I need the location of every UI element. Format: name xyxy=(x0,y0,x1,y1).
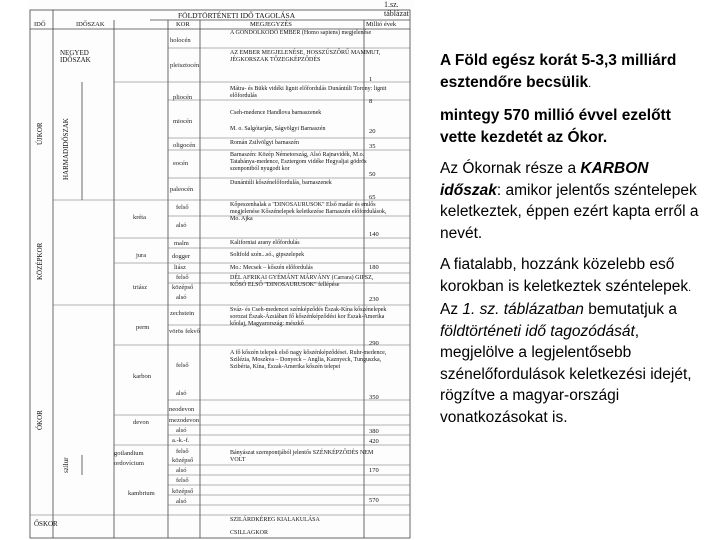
epoch-ord-kozepso: középső xyxy=(172,457,194,464)
million-value: 230 xyxy=(369,296,379,303)
eon-ujkor: ÚJKOR xyxy=(36,122,44,145)
epoch-pliocen: pliocén xyxy=(173,94,193,101)
era-harmad: HARMADIDŐSZAK xyxy=(62,118,70,180)
event-karbon-szen: A fő kőszén telepek első nagy kőszénképződései. Ruhr-medence, Szilézia, Moszkva – Donyeck – Anglia, Kaznyeck, Tunguszka, Szibéria, Kína, Észak-Amerika kőszén telepei xyxy=(230,350,387,370)
epoch-karbon-felso: felső xyxy=(176,362,189,369)
epoch-kam-also: alsó xyxy=(176,498,187,505)
epoch-trias-kozepso: középső xyxy=(172,284,194,291)
period-perm: perm xyxy=(136,324,150,331)
million-value: 140 xyxy=(369,231,379,238)
period-gotlandium: gotlandium xyxy=(114,450,144,457)
fiatalabb-text: A fiatalabb, hozzánk közelebb eső korokban is keletkeztek széntelepek xyxy=(440,256,689,295)
event-dunantul-koszen: Dunántúli kőszénelőfordulás, barnaszenek xyxy=(230,180,332,186)
event-csillagkor: CSILLAGKOR xyxy=(230,530,269,536)
table-title: FÖLDTÖRTÉNETI IDŐ TAGOLÁSA xyxy=(178,11,296,20)
million-value: 65 xyxy=(369,194,376,201)
epoch-malm: malm xyxy=(174,240,189,247)
event-salgotarjan: M. o. Salgótarján, Ságvölgyi Barnaszén xyxy=(230,126,326,132)
paragraph-tablazat xyxy=(440,299,710,428)
header-kor: KOR xyxy=(176,21,190,28)
tablazat-c: bemutatjuk a xyxy=(583,301,677,318)
table-caption: 1.sz. táblázat xyxy=(384,0,409,18)
event-szilardkereg: SZILÁRDKÉREG KIALAKULÁSA xyxy=(230,517,320,523)
epoch-ord-also: alsó xyxy=(176,467,187,474)
fiatalabb-dot: . xyxy=(688,281,692,294)
period-karbon: karbon xyxy=(133,373,152,380)
event-kalifornia-arany: Kaliforniai arany előfordulás xyxy=(230,240,300,246)
epoch-devon-kozepso: mezodevon xyxy=(169,417,199,424)
million-value: 380 xyxy=(369,428,379,435)
period-kreta: kréta xyxy=(133,214,146,221)
paragraph-okor: mintegy 570 millió évvel ezelőtt vette kezdetét az Ókor. xyxy=(440,107,671,146)
period-devon: devon xyxy=(133,419,149,426)
epoch-paleocen: paleocén xyxy=(170,186,194,193)
era-negyed: NEGYED IDŐSZAK xyxy=(60,49,91,64)
epoch-holocen: holocén xyxy=(170,37,191,44)
header-idoszak: IDŐSZAK xyxy=(76,21,105,28)
event-zsilvolgy: Román Zsilvölgyi barnaszén xyxy=(230,140,299,146)
epoch-trias-also: alsó xyxy=(176,294,187,301)
million-value: 1 xyxy=(369,76,373,83)
epoch-devon-felso: neodevon xyxy=(169,406,195,413)
event-lignit: Mátra- és Bükk vidéki lignit előfordulás Dunántúli Torony: lignit előfordulás xyxy=(230,86,387,99)
fold-kora-text: A Föld egész korát 5-3,3 milliárd esztendőre becsülik xyxy=(440,52,677,91)
epoch-ord-felso: felső xyxy=(176,448,189,455)
tablazat-a: Az xyxy=(440,301,463,318)
epoch-perm-zechstein: zechstein xyxy=(170,310,195,317)
million-value: 420 xyxy=(369,438,379,445)
epoch-oligocen: oligocén xyxy=(173,142,196,149)
event-perm-szen: Sváz- és Cseh-medencei szénképződés Észak-Kína kőszénelepek sorozat Észak-Ázsiában fő kőszénképződési kor Észak-Amerika kőolaj, Magyarország: mészkő xyxy=(230,307,387,327)
fold-kora-dot: . xyxy=(588,77,592,90)
paragraph-fold-kora xyxy=(440,50,710,95)
tablazat-ref: 1. sz. táblázatban xyxy=(462,301,584,318)
epoch-kam-kozepso: középső xyxy=(172,488,194,495)
header-millio-ev: Millió évek xyxy=(366,21,397,28)
epoch-kam-felso: felső xyxy=(176,477,189,484)
karbon-intro: Az Ókornak része a xyxy=(440,160,581,177)
tablazat-tagozodas: földtörténeti idő tagozódását xyxy=(440,322,635,340)
tablazat-e: , megjelölve a legjelentősebb szénelőfordulások keletkezési idejét, rögzítve a magyar-országi vonatkozásokat is. xyxy=(440,322,692,426)
epoch-perm-vores: vörös fekvő xyxy=(169,328,200,335)
period-trias: triász xyxy=(133,284,148,291)
event-soltfold: Soltfold szén...só., gipszelepek xyxy=(230,252,305,258)
eon-okor: ÓKOR xyxy=(36,410,44,430)
million-value: 50 xyxy=(369,171,376,178)
karbon-desc: : amikor jelentős széntelepek keletkeztek, éppen ezért kapta erről a nevét. xyxy=(440,181,699,242)
event-del-afrika: DÉL AFRIKAI GYÉMÁNT MÁRVÁNY (Carrara) GIPSZ, KŐSÓ ELSŐ "DINOSAURUSOK" fellépése xyxy=(230,275,374,288)
paragraph-fiatalabb xyxy=(440,254,710,299)
million-value: 290 xyxy=(369,340,379,347)
paragraph-karbon xyxy=(440,158,710,244)
geologic-time-table xyxy=(28,0,414,540)
epoch-devon-also: alsó xyxy=(176,427,187,434)
epoch-karbon-also: alsó xyxy=(176,390,187,397)
event-eocen-barnaszen: Barnaszén: Közép Németország, Alsó Rajnavidék, M.o. Tatabánya-medence, Esztergom vidéke Hegyaljai gödrös szenpontból nyugodt kor xyxy=(230,152,367,172)
million-value: 180 xyxy=(369,264,379,271)
header-ido: IDŐ xyxy=(34,21,46,28)
million-value: 570 xyxy=(369,497,379,504)
epoch-miocen: miocén xyxy=(173,118,193,125)
event-cseh-medence: Cseh-medence Handlova barnaszenek xyxy=(230,110,322,116)
epoch-eocen: eocén xyxy=(173,160,189,167)
period-jura: jura xyxy=(136,252,147,259)
million-value: 170 xyxy=(369,467,379,474)
million-value: 8 xyxy=(369,98,373,105)
epoch-dogger: dogger xyxy=(172,253,191,260)
epoch-kreta-felso: felső xyxy=(176,204,189,211)
epoch-kreta-also: alsó xyxy=(176,222,187,229)
event-mecsek: Mo.: Mecsek – kőszén előfordulás xyxy=(230,265,313,271)
event-nem-volt: Bányászat szempontjából jelentős SZÉNKÉPZŐDÉS NEM VOLT xyxy=(230,450,374,463)
epoch-got-akf: a.-k.-f. xyxy=(172,437,190,444)
karbon-idoszak: KARBON időszak xyxy=(440,160,649,199)
event-homo-sapiens: A GONDOLKODÓ EMBER (Homo sapiens) megjelenése xyxy=(230,30,372,36)
eon-oskor: ŐSKOR xyxy=(34,520,58,528)
epoch-liasz: liász xyxy=(174,264,186,271)
million-value: 20 xyxy=(369,128,376,135)
text-panel xyxy=(440,50,710,438)
eon-kozepkor: KÖZÉPKOR xyxy=(36,242,44,280)
epoch-pleisztocen: pleisztocén xyxy=(170,62,200,69)
event-dinosaurusok: Kőpeszenhalak a "DINOSAURUSOK" Első madár és emlős megjelenése Kőszénelepek keletkezése Barnaszén előfordulások, Mo. Ajka xyxy=(230,202,387,222)
era-szilur: szilur xyxy=(62,457,70,473)
epoch-trias-felso: felső xyxy=(176,274,189,281)
million-value: 35 xyxy=(369,143,376,150)
header-megjegyzes: MEGJEGYZÉS xyxy=(250,21,292,28)
period-kambrium: kambrium xyxy=(128,490,155,497)
million-value: 350 xyxy=(369,394,379,401)
event-ember-megjelenese: AZ EMBER MEGJELENÉSE, HOSSZÚSZŐRŰ MAMMUT, JÉGKORSZAK TŐZEGKÉPZŐDÉS xyxy=(230,50,381,63)
period-ordovicium: ordovícium xyxy=(114,460,144,467)
